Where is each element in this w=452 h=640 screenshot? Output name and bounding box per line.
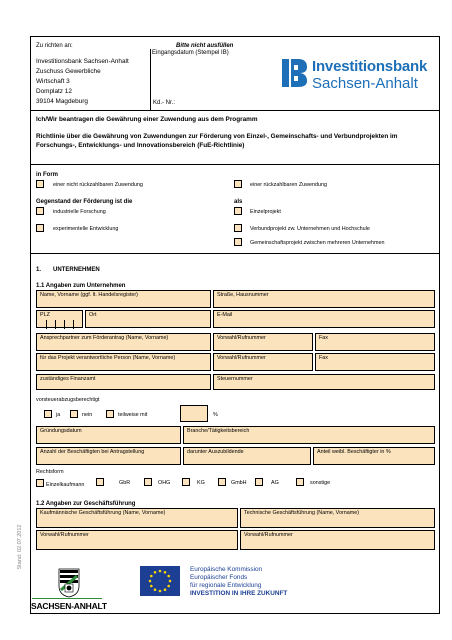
teilweise-label: teilweise mit [118, 412, 148, 418]
plz-divider [64, 320, 65, 329]
checkbox-sonstige[interactable] [296, 478, 304, 486]
section1-number: 1. [36, 267, 42, 273]
email-field[interactable] [213, 310, 435, 328]
gbr-label: GbR [119, 480, 131, 486]
address-line: Zuschuss Gewerbliche [36, 68, 101, 75]
bitte-nicht-ausfuellen: Bitte nicht ausfüllen [176, 43, 234, 49]
checkbox-gemeinschaftsprojekt[interactable] [234, 238, 242, 246]
finanzamt-field[interactable] [36, 374, 211, 390]
eu-text [190, 566, 287, 598]
address-block [36, 57, 129, 107]
vorwahl2-field[interactable] [213, 353, 313, 371]
ag-label: AG [271, 480, 279, 486]
vorwahl2-label: Vorwahl/Rufnummer [217, 355, 266, 361]
steuernummer-field[interactable] [213, 374, 435, 390]
in-form-label: in Form [36, 172, 58, 178]
logo-line2: Sachsen-Anhalt [312, 75, 418, 92]
prozent-label: % [213, 412, 218, 418]
eu-flag [140, 566, 180, 596]
finanzamt-label: zuständiges Finanzamt [40, 376, 96, 382]
strasse-field-label: Straße, Hausnummer [217, 292, 269, 298]
fax2-label: Fax [319, 355, 328, 361]
logo-line1: Investitionsbank [312, 58, 428, 75]
checkbox-vorsteuer-ja[interactable] [44, 410, 52, 418]
checkbox-nicht-rueckzahlbar[interactable] [36, 180, 44, 188]
gruendungsdatum-field[interactable] [36, 426, 181, 444]
gruendungsdatum-label: Gründungsdatum [40, 428, 82, 434]
section1-title: UNTERNEHMEN [53, 267, 100, 273]
vorwahl1-field[interactable] [213, 333, 313, 351]
checkbox-experimentelle-entwicklung[interactable] [36, 224, 44, 232]
address-line: Domplatz 12 [36, 88, 72, 95]
als-label: als [234, 199, 243, 205]
auszubildende-field[interactable] [183, 447, 311, 465]
checkbox-vorsteuer-nein[interactable] [70, 410, 78, 418]
checkbox-ag[interactable] [255, 478, 263, 486]
checkbox-gmbh[interactable] [218, 478, 226, 486]
plz-divider [73, 320, 74, 329]
rechtsform-label: Rechtsform [36, 469, 64, 475]
section12-title: 1.2 Angaben zur Geschäftsführung [36, 501, 136, 507]
investitionsbank-logo [280, 57, 308, 89]
teilweise-prozent-field[interactable] [180, 405, 208, 422]
gegenstand-label: Gegenstand der Förderung ist die [36, 199, 133, 205]
eu-line: für regionale Entwicklung [190, 582, 262, 589]
stamp-box-divider [150, 49, 151, 110]
beantragen-text: Ich/Wir beantragen die Gewährung einer Zuwendung aus dem Programm [36, 116, 258, 123]
fax1-label: Fax [319, 335, 328, 341]
anteil-weiblich-label: Anteil weibl. Beschäftigter in % [317, 449, 391, 455]
kg-label: KG [197, 480, 205, 486]
eu-line: Europäische Kommission [190, 566, 263, 573]
checkbox-einzelprojekt[interactable] [234, 207, 242, 215]
checkbox-einzelkaufmann[interactable] [36, 479, 44, 487]
checkbox-gbr[interactable] [96, 478, 104, 486]
ohg-label: OHG [158, 480, 171, 486]
section11-title: 1.1 Angaben zum Unternehmen [36, 283, 126, 289]
ansprechpartner-label: Ansprechpartner zum Förderantrag (Name, Vorname) [40, 335, 169, 341]
eingangsdatum-label: Eingangsdatum (Stempel IB) [152, 50, 229, 56]
sachsen-anhalt-coat-of-arms [58, 568, 80, 598]
verbund-label: Verbundprojekt zw. Unternehmen und Hochschule [250, 226, 370, 232]
vorwahl1-label: Vorwahl/Rufnummer [217, 335, 266, 341]
nein-label: nein [82, 412, 93, 418]
ja-label: ja [56, 412, 61, 418]
vorwahl4-field[interactable] [240, 530, 435, 550]
vorwahl4-label: Vorwahl/Rufnummer [244, 532, 293, 538]
steuernummer-label: Steuernummer [217, 376, 253, 382]
footer-rule [32, 598, 102, 599]
kd-nr-label: Kd.- Nr.: [153, 100, 176, 106]
anteil-weiblich-field[interactable] [313, 447, 435, 465]
email-field-label: E-Mail [217, 312, 233, 318]
sachsen-anhalt-text: SACHSEN-ANHALT [31, 601, 107, 611]
vorwahl3-field[interactable] [36, 530, 238, 550]
vorsteuer-label: vorsteuerabzugsberechtigt [36, 397, 100, 403]
checkbox-industrielle-forschung[interactable] [36, 207, 44, 215]
plz-divider [55, 320, 56, 329]
checkbox-vorsteuer-teilweise[interactable] [106, 410, 114, 418]
address-line: Investitionsbank Sachsen-Anhalt [36, 58, 129, 65]
ort-field-label: Ort [89, 312, 97, 318]
industrielle-label: industrielle Forschung [53, 209, 106, 215]
kaufmaennische-gf-field[interactable] [36, 508, 238, 528]
checkbox-ohg[interactable] [144, 478, 152, 486]
gemeinschaft-label: Gemeinschaftsprojekt zwischen mehreren Unternehmen [250, 240, 385, 246]
eu-line: INVESTITION IN IHRE ZUKUNFT [190, 590, 288, 597]
checkbox-verbundprojekt[interactable] [234, 224, 242, 232]
zu-richten-an: Zu richten an: [36, 43, 73, 49]
plz-field-label: PLZ [40, 312, 50, 318]
stand-date: Stand: 02.07.2012 [17, 524, 23, 570]
name-field-label: Name, Vorname (ggf. lt. Handelsregister) [40, 292, 138, 298]
richtlinie-text: Richtlinie über die Gewährung von Zuwendungen zur Förderung von Einzel-, Gemeinschafts- und Verbundprojekten im Forschungs-, Entwicklungs- und Innovationsbereich (FuE-Richtlinie) [36, 133, 398, 149]
nicht-rueckzahlbar-label: einer nicht rückzahlbaren Zuwendung [53, 182, 143, 188]
anzahl-beschaeftigte-field[interactable] [36, 447, 181, 465]
experimentelle-label: experimentelle Entwicklung [53, 226, 119, 232]
address-line: Wirtschaft 3 [36, 78, 70, 85]
technische-gf-label: Technische Geschäftsführung (Name, Vorname) [244, 510, 360, 516]
ort-field[interactable] [85, 310, 211, 328]
verantwortliche-person-field[interactable] [36, 353, 211, 371]
plz-divider [46, 320, 47, 329]
checkbox-kg[interactable] [182, 478, 190, 486]
verantwortliche-person-label: für das Projekt verantwortliche Person (Name, Vorname) [40, 355, 176, 361]
branche-label: Branche/Tätigkeitsbereich [187, 428, 250, 434]
technische-gf-field[interactable] [240, 508, 435, 528]
address-line: 39104 Magdeburg [36, 98, 88, 105]
checkbox-rueckzahlbar[interactable] [234, 180, 242, 188]
fax2-field[interactable] [315, 353, 435, 371]
fax1-field[interactable] [315, 333, 435, 351]
auszubildende-label: darunter Auszubildende [187, 449, 244, 455]
plz-field[interactable] [36, 310, 83, 328]
name-field[interactable] [36, 290, 211, 308]
einzelprojekt-label: Einzelprojekt [250, 209, 281, 215]
rueckzahlbar-label: einer rückzahlbaren Zuwendung [250, 182, 328, 188]
eu-line: Europäischer Fonds [190, 574, 248, 581]
gmbh-label: GmbH [231, 480, 247, 486]
kaufmaennische-gf-label: Kaufmännische Geschäftsführung (Name, Vorname) [40, 510, 166, 516]
anzahl-beschaeftigte-label: Anzahl der Beschäftigten bei Antragstellung [40, 449, 145, 455]
vorwahl3-label: Vorwahl/Rufnummer [40, 532, 89, 538]
sonstige-label: sonstige [310, 480, 331, 486]
ansprechpartner-field[interactable] [36, 333, 211, 351]
einzelkaufmann-label: Einzelkaufmann [46, 482, 85, 488]
branche-field[interactable] [183, 426, 435, 444]
strasse-field[interactable] [213, 290, 435, 308]
